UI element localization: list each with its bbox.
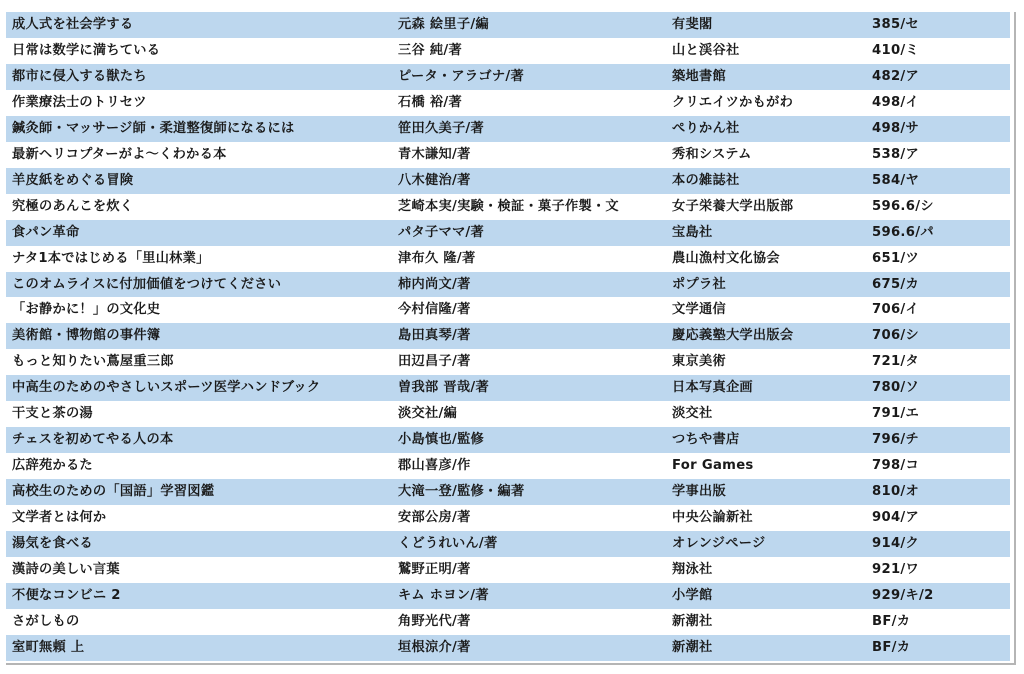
book-author-cell: 大滝一登/監修・編著 <box>392 479 666 505</box>
book-title-cell: 食パン革命 <box>6 220 392 246</box>
book-title-cell: 文学者とは何か <box>6 505 392 531</box>
book-call-number-cell: 914/ク <box>866 531 1010 557</box>
book-publisher-cell: 東京美術 <box>666 349 866 375</box>
book-author-cell: 津布久 隆/著 <box>392 246 666 272</box>
book-title-cell: ナタ1本ではじめる「里山林業」 <box>6 246 392 272</box>
table-row <box>6 297 1010 323</box>
book-call-number-cell: BF/カ <box>866 635 1010 661</box>
book-call-number-cell: 498/イ <box>866 90 1010 116</box>
book-list-frame <box>6 12 1010 665</box>
book-title-cell: 羊皮紙をめぐる冒険 <box>6 168 392 194</box>
book-call-number-cell: 929/キ/2 <box>866 583 1010 609</box>
table-row <box>6 583 1010 609</box>
book-title-cell: 干支と茶の湯 <box>6 401 392 427</box>
book-publisher-cell: ポプラ社 <box>666 272 866 298</box>
book-publisher-cell: 新潮社 <box>666 635 866 661</box>
book-call-number-cell: 410/ミ <box>866 38 1010 64</box>
book-publisher-cell: ぺりかん社 <box>666 116 866 142</box>
table-row <box>6 505 1010 531</box>
book-title-cell: 最新ヘリコプターがよ～くわかる本 <box>6 142 392 168</box>
book-author-cell: 田辺昌子/著 <box>392 349 666 375</box>
table-row <box>6 90 1010 116</box>
book-publisher-cell: 小学館 <box>666 583 866 609</box>
table-row <box>6 116 1010 142</box>
book-author-cell: 元森 絵里子/編 <box>392 12 666 38</box>
book-call-number-cell: 780/ソ <box>866 375 1010 401</box>
book-title-cell: 室町無頼 上 <box>6 635 392 661</box>
book-call-number-cell: 651/ツ <box>866 246 1010 272</box>
table-row <box>6 401 1010 427</box>
book-title-cell: 不便なコンビニ 2 <box>6 583 392 609</box>
book-call-number-cell: 498/サ <box>866 116 1010 142</box>
book-call-number-cell: 538/ア <box>866 142 1010 168</box>
book-author-cell: 安部公房/著 <box>392 505 666 531</box>
book-author-cell: 郡山喜彦/作 <box>392 453 666 479</box>
table-row <box>6 609 1010 635</box>
table-row <box>6 220 1010 246</box>
book-title-cell: 作業療法士のトリセツ <box>6 90 392 116</box>
book-title-cell: 高校生のための「国語」学習図鑑 <box>6 479 392 505</box>
book-call-number-cell: 721/タ <box>866 349 1010 375</box>
book-author-cell: 三谷 純/著 <box>392 38 666 64</box>
book-author-cell: 八木健治/著 <box>392 168 666 194</box>
book-list-sheet <box>0 12 1016 665</box>
book-title-cell: このオムライスに付加価値をつけてください <box>6 272 392 298</box>
book-call-number-cell: 810/オ <box>866 479 1010 505</box>
table-row <box>6 349 1010 375</box>
book-publisher-cell: 新潮社 <box>666 609 866 635</box>
book-author-cell: 島田真琴/著 <box>392 323 666 349</box>
book-author-cell: 鷲野正明/著 <box>392 557 666 583</box>
table-row <box>6 64 1010 90</box>
book-author-cell: 石橋 裕/著 <box>392 90 666 116</box>
book-publisher-cell: 文学通信 <box>666 297 866 323</box>
book-publisher-cell: 築地書館 <box>666 64 866 90</box>
table-row <box>6 557 1010 583</box>
table-row <box>6 272 1010 298</box>
book-author-cell: 淡交社/編 <box>392 401 666 427</box>
book-author-cell: くどうれいん/著 <box>392 531 666 557</box>
book-author-cell: 今村信隆/著 <box>392 297 666 323</box>
book-publisher-cell: 有斐閣 <box>666 12 866 38</box>
book-publisher-cell: 山と渓谷社 <box>666 38 866 64</box>
table-row <box>6 479 1010 505</box>
book-title-cell: 都市に侵入する獣たち <box>6 64 392 90</box>
book-publisher-cell: 慶応義塾大学出版会 <box>666 323 866 349</box>
book-call-number-cell: 796/チ <box>866 427 1010 453</box>
table-row <box>6 12 1010 38</box>
table-row <box>6 142 1010 168</box>
book-title-cell: 日常は数学に満ちている <box>6 38 392 64</box>
book-author-cell: キム ホヨン/著 <box>392 583 666 609</box>
book-publisher-cell: 農山漁村文化協会 <box>666 246 866 272</box>
book-publisher-cell: 中央公論新社 <box>666 505 866 531</box>
book-call-number-cell: 584/ヤ <box>866 168 1010 194</box>
book-publisher-cell: 秀和システム <box>666 142 866 168</box>
book-call-number-cell: 921/ワ <box>866 557 1010 583</box>
book-title-cell: 漢詩の美しい言葉 <box>6 557 392 583</box>
table-row <box>6 635 1010 661</box>
book-title-cell: チェスを初めてやる人の本 <box>6 427 392 453</box>
table-row <box>6 531 1010 557</box>
book-call-number-cell: 675/カ <box>866 272 1010 298</box>
book-publisher-cell: 女子栄養大学出版部 <box>666 194 866 220</box>
book-author-cell: 青木謙知/著 <box>392 142 666 168</box>
table-row <box>6 246 1010 272</box>
book-call-number-cell: 791/エ <box>866 401 1010 427</box>
book-call-number-cell: 385/セ <box>866 12 1010 38</box>
book-call-number-cell: 482/ア <box>866 64 1010 90</box>
book-title-cell: 湯気を食べる <box>6 531 392 557</box>
book-list-table <box>6 12 1010 661</box>
book-title-cell: 成人式を社会学する <box>6 12 392 38</box>
book-title-cell: 「お静かに！」の文化史 <box>6 297 392 323</box>
book-title-cell: 鍼灸師・マッサージ師・柔道整復師になるには <box>6 116 392 142</box>
book-title-cell: 究極のあんこを炊く <box>6 194 392 220</box>
book-call-number-cell: 706/シ <box>866 323 1010 349</box>
table-row <box>6 427 1010 453</box>
book-title-cell: さがしもの <box>6 609 392 635</box>
book-publisher-cell: クリエイツかもがわ <box>666 90 866 116</box>
book-call-number-cell: 706/イ <box>866 297 1010 323</box>
book-call-number-cell: 798/コ <box>866 453 1010 479</box>
book-author-cell: 芝崎本実/実験・検証・菓子作製・文 <box>392 194 666 220</box>
book-author-cell: 垣根涼介/著 <box>392 635 666 661</box>
book-author-cell: 柿内尚文/著 <box>392 272 666 298</box>
book-publisher-cell: つちや書店 <box>666 427 866 453</box>
book-publisher-cell: オレンジページ <box>666 531 866 557</box>
book-author-cell: ピータ・アラゴナ/著 <box>392 64 666 90</box>
book-publisher-cell: 淡交社 <box>666 401 866 427</box>
book-publisher-cell: For Games <box>666 453 866 479</box>
book-list-body <box>6 12 1010 661</box>
table-row <box>6 194 1010 220</box>
book-publisher-cell: 宝島社 <box>666 220 866 246</box>
book-author-cell: 曽我部 晋哉/著 <box>392 375 666 401</box>
book-publisher-cell: 本の雑誌社 <box>666 168 866 194</box>
book-call-number-cell: BF/カ <box>866 609 1010 635</box>
book-author-cell: 角野光代/著 <box>392 609 666 635</box>
book-author-cell: 笹田久美子/著 <box>392 116 666 142</box>
book-title-cell: 美術館・博物館の事件簿 <box>6 323 392 349</box>
book-author-cell: 小島慎也/監修 <box>392 427 666 453</box>
table-row <box>6 375 1010 401</box>
table-row <box>6 323 1010 349</box>
table-row <box>6 453 1010 479</box>
table-row <box>6 38 1010 64</box>
book-title-cell: 広辞苑かるた <box>6 453 392 479</box>
book-publisher-cell: 学事出版 <box>666 479 866 505</box>
book-publisher-cell: 翔泳社 <box>666 557 866 583</box>
book-publisher-cell: 日本写真企画 <box>666 375 866 401</box>
table-row <box>6 168 1010 194</box>
book-title-cell: もっと知りたい蔦屋重三郎 <box>6 349 392 375</box>
book-call-number-cell: 904/ア <box>866 505 1010 531</box>
bottom-border <box>6 663 1016 665</box>
book-call-number-cell: 596.6/パ <box>866 220 1010 246</box>
book-call-number-cell: 596.6/シ <box>866 194 1010 220</box>
book-author-cell: パタ子ママ/著 <box>392 220 666 246</box>
book-title-cell: 中高生のためのやさしいスポーツ医学ハンドブック <box>6 375 392 401</box>
